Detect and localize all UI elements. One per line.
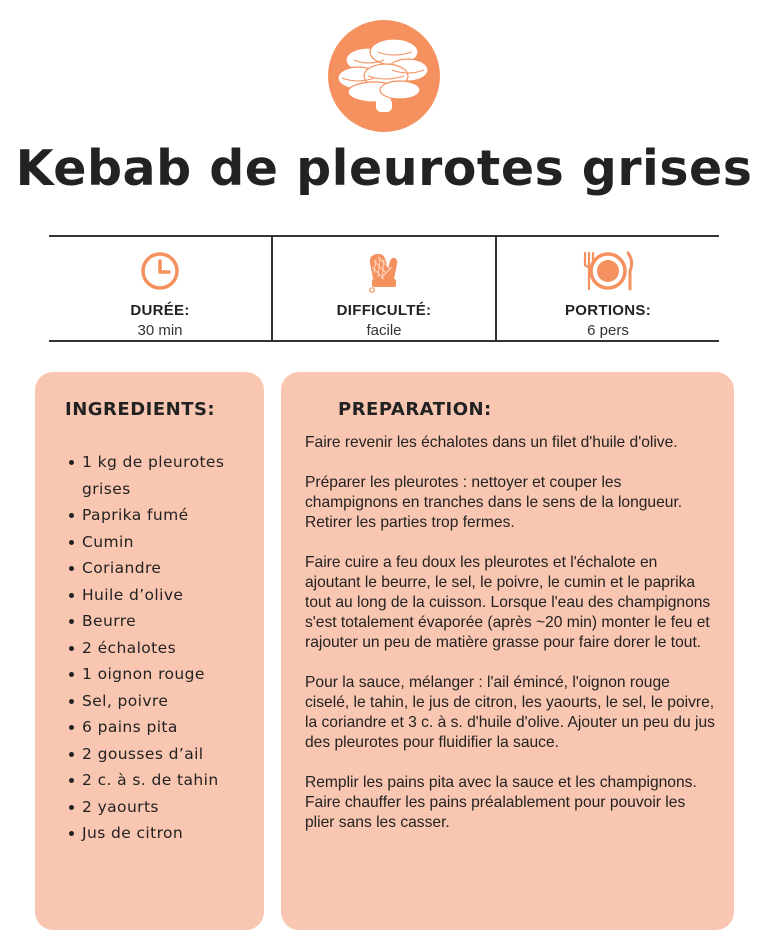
ingredients-panel: [35, 372, 264, 930]
ingredients-list: [82, 449, 257, 847]
oyster-mushroom-icon: [328, 20, 440, 132]
ingredient-item: Beurre: [82, 608, 257, 635]
ingredient-item: 2 échalotes: [82, 635, 257, 662]
info-duration: [49, 237, 271, 340]
recipe-title: Kebab de pleurotes grises: [15, 140, 753, 197]
ingredient-item: Coriandre: [82, 555, 257, 582]
ingredient-item: 2 c. à s. de tahin: [82, 767, 257, 794]
preparation-step: Pour la sauce, mélanger : l'ail émincé, l'oignon rouge ciselé, le tahin, le jus de citron, les yaourts, le sel, le poivre, la coriandre et 3 c. à s. d'huile d'olive. Ajouter un peu du jus des pleurotes pour fluidifier la sauce.: [305, 674, 715, 751]
difficulty-value: facile: [366, 322, 402, 339]
duration-value: 30 min: [137, 322, 183, 339]
ingredient-item: 6 pains pita: [82, 714, 257, 741]
ingredient-item: Huile d’olive: [82, 582, 257, 609]
plate-fork-knife-icon: [580, 249, 636, 293]
info-portions: [495, 237, 719, 340]
portions-label: PORTIONS:: [564, 302, 652, 319]
preparation-step: Préparer les pleurotes : nettoyer et couper les champignons en tranches dans le sens de la longueur. Retirer les parties trop fermes.: [305, 474, 683, 531]
oven-mitt-icon: [364, 249, 404, 293]
preparation-heading: PREPARATION:: [338, 399, 492, 420]
preparation-step: Remplir les pains pita avec la sauce et les champignons. Faire chauffer les pains préalablement pour pouvoir les plier sans les casser.: [305, 774, 697, 831]
ingredients-heading: INGREDIENTS:: [65, 399, 216, 420]
preparation-step: Faire revenir les échalotes dans un filet d'huile d'olive.: [305, 434, 678, 451]
ingredient-item: 1 kg de pleurotes grises: [82, 449, 257, 502]
ingredient-item: Cumin: [82, 529, 257, 556]
ingredient-item: 2 yaourts: [82, 794, 257, 821]
preparation-steps: [305, 433, 715, 853]
duration-label: DURÉE:: [130, 302, 190, 319]
preparation-step: Faire cuire a feu doux les pleurotes et l'échalote en ajoutant le beurre, le sel, le poivre, le cumin et le paprika tout au long de la cuisson. Lorsque l'eau des champignons s'est totalement évaporée (après ~20 min) monter le feu et rajouter un peu de matière grasse pour faire dorer le tout.: [305, 554, 711, 651]
mushroom-logo: [328, 20, 440, 132]
preparation-panel: [281, 372, 734, 930]
clock-icon: [139, 249, 181, 293]
ingredient-item: Paprika fumé: [82, 502, 257, 529]
portions-value: 6 pers: [587, 322, 629, 339]
ingredient-item: 1 oignon rouge: [82, 661, 257, 688]
ingredient-item: Jus de citron: [82, 820, 257, 847]
difficulty-label: DIFFICULTÉ:: [336, 302, 432, 319]
recipe-info-bar: [49, 235, 719, 342]
info-difficulty: [271, 237, 495, 340]
ingredient-item: Sel, poivre: [82, 688, 257, 715]
ingredient-item: 2 gousses d’ail: [82, 741, 257, 768]
